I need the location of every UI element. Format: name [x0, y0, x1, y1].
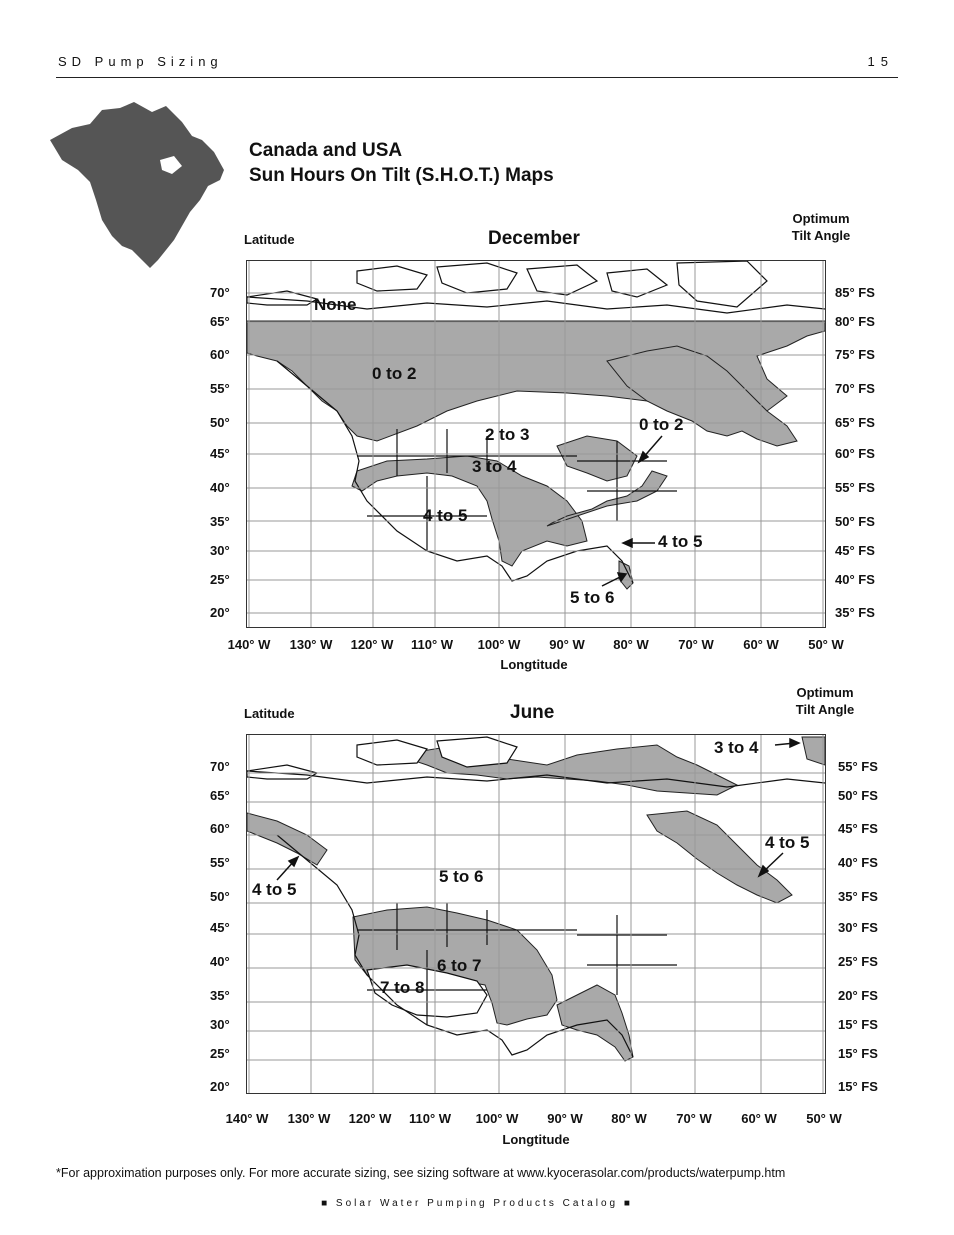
catalog-footer: ■ Solar Water Pumping Products Catalog ■	[321, 1198, 633, 1209]
lat-label: 50°	[210, 415, 230, 430]
zone-label: 5 to 6	[439, 867, 484, 886]
zone-3-4-band	[352, 456, 587, 566]
lat-label: 25°	[210, 572, 230, 587]
header-divider	[56, 77, 898, 78]
tilt-label: 75° FS	[835, 347, 875, 362]
title-line-1: Canada and USA	[249, 140, 403, 161]
tilt-label: 15° FS	[838, 1079, 878, 1094]
zone-southeast	[557, 985, 633, 1061]
zone-label: 0 to 2	[639, 415, 684, 434]
zone-4-5-east	[647, 811, 792, 903]
lon-label: 80° W	[613, 637, 649, 652]
latitude-axis-title: Latitude	[244, 706, 295, 721]
tilt-label: 45° FS	[838, 821, 878, 836]
latitude-axis-title: Latitude	[244, 232, 295, 247]
lat-label: 70°	[210, 759, 230, 774]
lat-label: 45°	[210, 446, 230, 461]
grid-lines	[247, 735, 825, 1093]
december-map	[246, 260, 826, 628]
tilt-label: 30° FS	[838, 920, 878, 935]
lon-label: 100° W	[477, 637, 521, 652]
zone-label: 4 to 5	[423, 506, 468, 525]
tilt-label: 35° FS	[838, 889, 878, 904]
june-map	[246, 734, 826, 1094]
lat-label: 70°	[210, 285, 230, 300]
map-month-title: December	[488, 228, 580, 249]
zone-label: 5 to 6	[570, 588, 615, 607]
tilt-label: 80° FS	[835, 314, 875, 329]
zone-4-5-west	[247, 813, 327, 865]
lat-label: 65°	[210, 314, 230, 329]
tilt-label: 55° FS	[838, 759, 878, 774]
tilt-label: 45° FS	[835, 543, 875, 558]
lon-label: 100° W	[475, 1111, 519, 1126]
lon-label: 80° W	[611, 1111, 647, 1126]
lat-label: 55°	[210, 855, 230, 870]
title-line-2: Sun Hours On Tilt (S.H.O.T.) Maps	[249, 165, 554, 186]
tilt-label: 70° FS	[835, 381, 875, 396]
lat-label: 35°	[210, 988, 230, 1003]
lon-label: 60° W	[743, 637, 779, 652]
tilt-label: 50° FS	[838, 788, 878, 803]
tilt-label: 40° FS	[835, 572, 875, 587]
lat-label: 30°	[210, 1017, 230, 1032]
zone-label: 2 to 3	[485, 425, 530, 444]
zone-label: 4 to 5	[658, 532, 703, 551]
tilt-label: 40° FS	[838, 855, 878, 870]
tilt-label: 50° FS	[835, 514, 875, 529]
lon-label: 110° W	[410, 637, 454, 652]
zone-label: 3 to 4	[472, 457, 517, 476]
tilt-label: 60° FS	[835, 446, 875, 461]
zone-label: 4 to 5	[765, 833, 810, 852]
lat-label: 65°	[210, 788, 230, 803]
zone-label: 3 to 4	[714, 738, 759, 757]
tilt-axis-title: Optimum Tilt Angle	[791, 211, 851, 243]
lon-label: 120° W	[350, 637, 394, 652]
lon-label: 120° W	[348, 1111, 392, 1126]
page-number: 15	[867, 54, 894, 69]
lat-label: 40°	[210, 954, 230, 969]
lon-label: 50° W	[806, 1111, 842, 1126]
lat-label: 30°	[210, 543, 230, 558]
lon-label: 70° W	[678, 637, 714, 652]
lat-label: 45°	[210, 920, 230, 935]
zone-label: 4 to 5	[252, 880, 297, 899]
tilt-label: 15° FS	[838, 1046, 878, 1061]
lon-label: 140° W	[225, 1111, 269, 1126]
lat-label: 60°	[210, 347, 230, 362]
lat-label: 55°	[210, 381, 230, 396]
lon-label: 140° W	[227, 637, 271, 652]
zone-label: None	[314, 295, 357, 314]
lon-label: 70° W	[676, 1111, 712, 1126]
zone-label: 6 to 7	[437, 956, 482, 975]
footnote: *For approximation purposes only. For more accurate sizing, see sizing software at www.kyocerasolar.com/products/waterpump.htm	[56, 1166, 786, 1180]
lon-label: 90° W	[549, 637, 585, 652]
zone-far-ne	[802, 737, 825, 765]
tilt-label: 35° FS	[835, 605, 875, 620]
lon-label: 110° W	[408, 1111, 452, 1126]
zone-great-lakes	[557, 436, 637, 481]
tilt-label: 20° FS	[838, 988, 878, 1003]
grid-lines	[247, 261, 825, 627]
north-america-silhouette-image	[42, 100, 242, 272]
lon-label: 50° W	[808, 637, 844, 652]
tilt-label: 65° FS	[835, 415, 875, 430]
lon-label: 130° W	[289, 637, 333, 652]
lat-label: 25°	[210, 1046, 230, 1061]
longitude-axis-title: Longtitude	[502, 1132, 570, 1147]
lat-label: 40°	[210, 480, 230, 495]
map-month-title: June	[510, 702, 555, 723]
longitude-axis-title: Longtitude	[500, 657, 568, 672]
lon-label: 90° W	[547, 1111, 583, 1126]
lon-label: 60° W	[741, 1111, 777, 1126]
tilt-label: 85° FS	[835, 285, 875, 300]
lat-label: 35°	[210, 514, 230, 529]
lat-label: 60°	[210, 821, 230, 836]
tilt-axis-title: Optimum Tilt Angle	[795, 685, 855, 717]
section-title: SD Pump Sizing	[58, 54, 223, 69]
tilt-label: 15° FS	[838, 1017, 878, 1032]
lat-label: 50°	[210, 889, 230, 904]
zone-label: 0 to 2	[372, 364, 417, 383]
zone-label: 7 to 8	[380, 978, 425, 997]
lat-label: 20°	[210, 1079, 230, 1094]
tilt-label: 25° FS	[838, 954, 878, 969]
lat-label: 20°	[210, 605, 230, 620]
tilt-label: 55° FS	[835, 480, 875, 495]
lon-label: 130° W	[287, 1111, 331, 1126]
